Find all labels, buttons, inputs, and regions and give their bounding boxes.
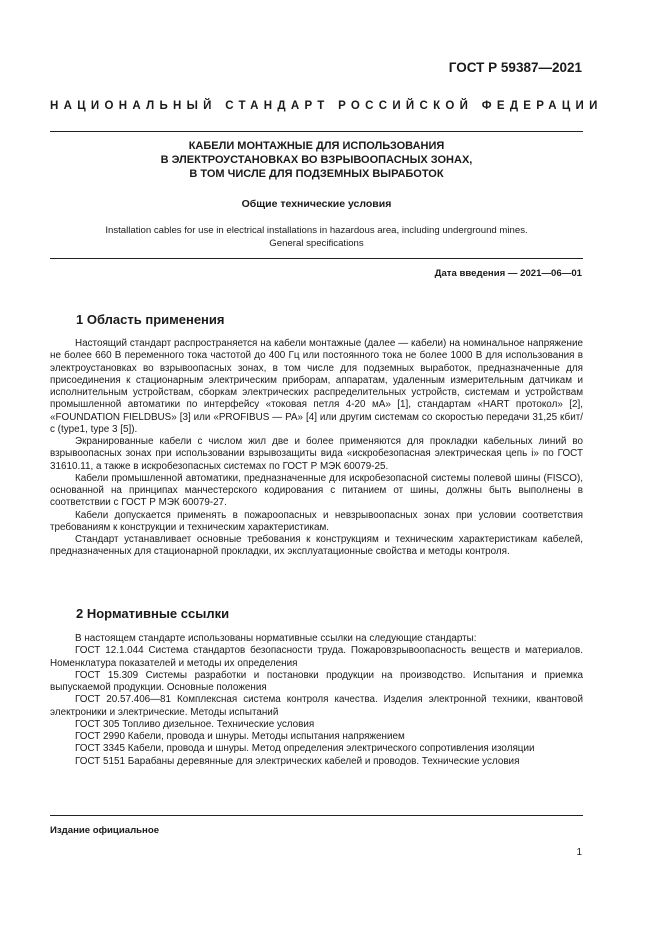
national-standard-heading: НАЦИОНАЛЬНЫЙ СТАНДАРТ РОССИЙСКОЙ ФЕДЕРАЦИИ (50, 100, 603, 112)
reference-item: ГОСТ 305 Топливо дизельное. Технические условия (75, 718, 315, 730)
section-1-heading: 1 Область применения (76, 312, 225, 327)
footer-rule (50, 815, 583, 816)
paragraph: Настоящий стандарт распространяется на кабели монтажные (далее — кабели) на номинальное напряжение не более 660 В переменного тока частотой до 400 Гц или постоянного тока не более 1000 В для использования в электроустановках во взрывоопасных зонах, в том числе для подземных выработок, предназначенные для присоединения к стационарным электрическим приборам, аппаратам, удаленным измерительным датчикам и исполнительным устройствам, сборкам электрических распределительных устройств, системам и устройствам промышленной автоматики по интерфейсу «токовая петля 4-20 мА» [1], стандартам «HART протокол» [2], «FOUNDATION FIELDBUS» [3] или «PROFIBUS — PA» [4] или другим системам со скоростью передачи 31,25 кбит/с (type1, type 3 [5]). (50, 338, 583, 435)
paragraph: Кабели допускается применять в пожароопасных и невзрывоопасных зонах при условии соответствия требованиям к конструкции и техническим характеристикам. (50, 509, 583, 533)
english-title-line: Installation cables for use in electrical installations in hazardous area, including underground mines. (105, 225, 528, 236)
reference-item: ГОСТ 12.1.044 Система стандартов безопасности труда. Пожаровзрывоопасность веществ и материалов. Номенклатура показателей и методы их определения (50, 645, 583, 669)
standard-number: ГОСТ Р 59387—2021 (448, 60, 582, 75)
section-1-body (50, 338, 583, 559)
reference-item: ГОСТ 20.57.406—81 Комплексная система контроля качества. Изделия электронной техники, квантовой электроники и электрические. Методы испытаний (50, 694, 583, 718)
page-number: 1 (576, 847, 582, 858)
title-rule (50, 258, 583, 259)
document-subtitle: Общие технические условия (241, 198, 392, 210)
english-title (50, 225, 583, 250)
reference-item: ГОСТ 15.309 Системы разработки и постановки продукции на производство. Испытания и приемка выпускаемой продукции. Основные положения (50, 669, 583, 693)
paragraph: В настоящем стандарте использованы нормативные ссылки на следующие стандарты: (75, 633, 477, 644)
reference-item: ГОСТ 5151 Барабаны деревянные для электрических кабелей и проводов. Технические условия (75, 755, 520, 767)
paragraph: Кабели промышленной автоматики, предназначенные для искробезопасной системы полевой шины (FISCO), основанной на принципах манчестерского кодирования с питанием от шины, должны быть выполнены в соответствии с ГОСТ Р МЭК 60079-27. (50, 472, 583, 509)
document-title (50, 139, 583, 181)
reference-item: ГОСТ 2990 Кабели, провода и шнуры. Методы испытания напряжением (75, 731, 405, 742)
paragraph: Экранированные кабели с числом жил две и более применяются для прокладки кабельных линий во взрывоопасных зонах при использовании взрывозащиты вида «искробезопасная электрическая цепь i» по ГОСТ 31610.11, а также в искробезопасных системах по ГОСТ Р МЭК 60079-25. (50, 436, 583, 472)
section-2-heading: 2 Нормативные ссылки (76, 606, 230, 621)
introduction-date: Дата введения — 2021—06—01 (434, 268, 582, 279)
title-line: В ТОМ ЧИСЛЕ ДЛЯ ПОДЗЕМНЫХ ВЫРАБОТОК (189, 168, 444, 180)
section-2-body (50, 633, 583, 768)
header-rule (50, 131, 583, 132)
title-line: В ЭЛЕКТРОУСТАНОВКАХ ВО ВЗРЫВООПАСНЫХ ЗОНАХ, (160, 154, 473, 166)
paragraph: Стандарт устанавливает основные требования к конструкциям и техническим характеристикам кабелей, предназначенных для стационарной прокладки, их эксплуатационные свойства и методы контроля. (50, 534, 583, 558)
reference-item: ГОСТ 3345 Кабели, провода и шнуры. Метод определения электрического сопротивления изоляции (75, 743, 535, 755)
english-title-line: General specifications (269, 237, 364, 249)
title-line: КАБЕЛИ МОНТАЖНЫЕ ДЛЯ ИСПОЛЬЗОВАНИЯ (188, 140, 445, 152)
edition-label: Издание официальное (50, 825, 160, 836)
